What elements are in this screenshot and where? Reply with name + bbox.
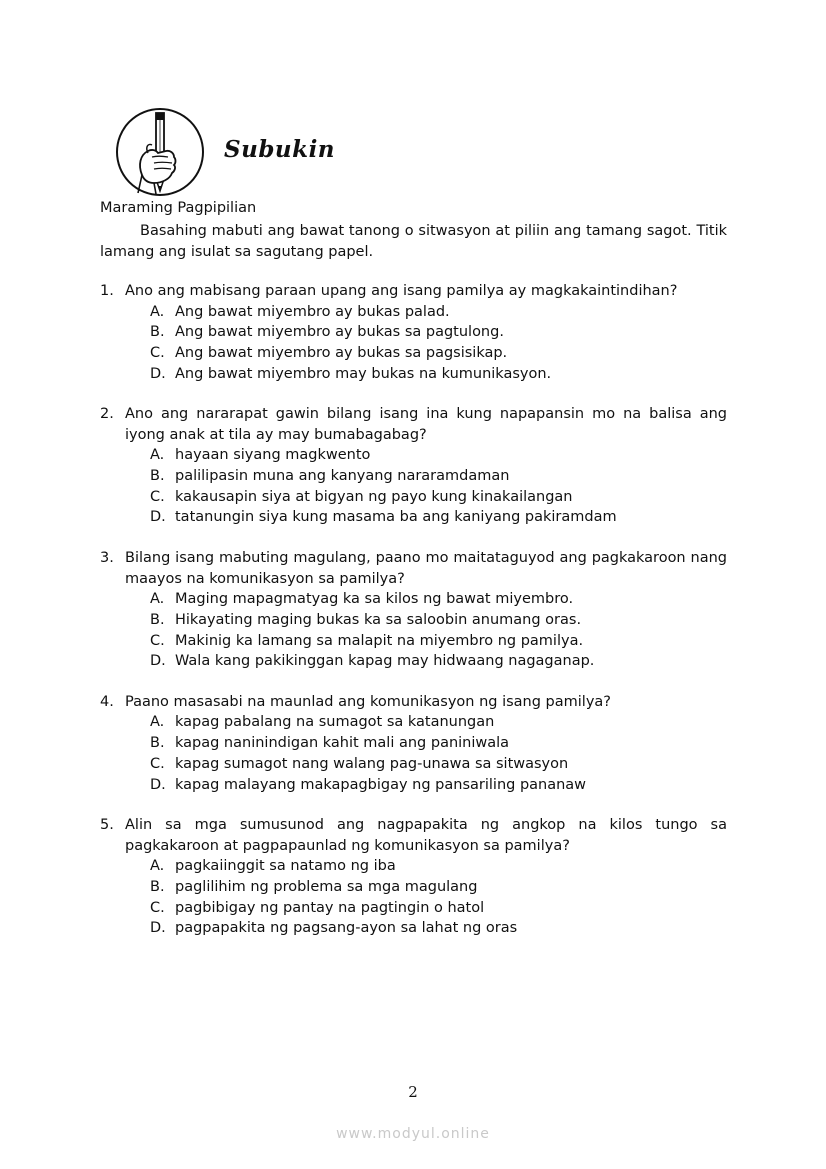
option-item [100,322,727,343]
option-item [100,466,727,487]
question-list [100,281,727,959]
question-stem [100,548,727,589]
option-item [100,651,727,672]
option-item [100,918,727,939]
option-text: pagpapakita ng pagsang-ayon sa lahat ng oras [175,920,518,937]
option-letter: C. [150,488,165,505]
page-number: 2 [408,1083,418,1101]
option-text: Makinig ka lamang sa malapit na miyembro ng pamilya. [175,632,584,649]
option-list [100,712,727,795]
option-text: hayaan siyang magkwento [175,447,371,464]
option-letter: D. [150,653,166,670]
option-text: paglilihim ng problema sa mga magulang [175,878,478,895]
option-letter: B. [150,735,165,752]
option-text: Ang bawat miyembro ay bukas sa pagtulong. [175,324,504,341]
option-letter: C. [150,755,165,772]
question-item [100,404,727,528]
option-item [100,445,727,466]
option-text: pagbibigay ng pantay na pagtingin o hatol [175,899,485,916]
option-text: palilipasin muna ang kanyang nararamdaman [175,468,510,485]
question-number: 2. [100,406,114,423]
question-stem [100,404,727,445]
option-text: kapag malayang makapagbigay ng pansariling pananaw [175,776,587,793]
option-text: Ang bawat miyembro ay bukas sa pagsisikap. [175,344,508,361]
hand-pencil-icon [112,107,208,197]
option-text: pagkaiinggit sa natamo ng iba [175,858,396,875]
option-item [100,877,727,898]
question-stem [100,692,727,713]
option-letter: D. [150,365,166,382]
option-item [100,343,727,364]
option-letter: D. [150,509,166,526]
option-text: kapag naninindigan kahit mali ang paniniwala [175,735,510,752]
section-subtitle: Maraming Pagpipilian [100,200,257,216]
option-letter: B. [150,468,165,485]
question-text: Bilang isang mabuting magulang, paano mo maitataguyod ang pagkakaroon nang maayos na komunikasyon sa pamilya? [125,550,727,587]
question-text: Alin sa mga sumusunod ang nagpapakita ng angkop na kilos tungo sa pagkakaroon at pagpapaunlad ng komunikasyon sa pamilya? [125,817,727,854]
watermark: www.modyul.online [336,1126,490,1142]
option-list [100,445,727,528]
option-text: kapag pabalang na sumagot sa katanungan [175,714,495,731]
option-text: Ang bawat miyembro may bukas na kumunikasyon. [175,365,552,382]
option-item [100,898,727,919]
option-list [100,856,727,939]
instructions-paragraph: Basahing mabuti ang bawat tanong o sitwasyon at piliin ang tamang sagot. Titik lamang ang isulat sa sagutang papel. [100,223,727,260]
option-letter: C. [150,899,165,916]
question-item [100,281,727,384]
option-letter: B. [150,611,165,628]
question-text: Ano ang mabisang paraan upang ang isang pamilya ay magkakaintindihan? [125,283,678,299]
question-item [100,815,727,939]
option-item [100,610,727,631]
option-item [100,775,727,796]
option-letter: B. [150,324,165,341]
option-list [100,589,727,672]
option-letter: A. [150,591,165,608]
option-letter: A. [150,447,165,464]
option-text: Wala kang pakikinggan kapag may hidwaang nagaganap. [175,653,595,670]
option-letter: C. [150,632,165,649]
question-number: 4. [100,693,114,710]
question-item [100,548,727,672]
option-letter: D. [150,776,166,793]
option-list [100,302,727,385]
option-letter: A. [150,303,165,320]
question-item [100,692,727,795]
option-item [100,754,727,775]
section-title: Subukin [224,136,336,163]
question-number: 5. [100,817,114,834]
option-letter: B. [150,878,165,895]
option-item [100,302,727,323]
option-letter: D. [150,920,166,937]
question-text: Paano masasabi na maunlad ang komunikasyon ng isang pamilya? [125,693,611,710]
option-item [100,856,727,877]
option-text: Hikayating maging bukas ka sa saloobin anumang oras. [175,611,582,628]
option-letter: C. [150,344,165,361]
option-text: Maging mapagmatyag ka sa kilos ng bawat miyembro. [175,591,574,608]
option-text: kapag sumagot nang walang pag-unawa sa sitwasyon [175,755,569,772]
option-item [100,712,727,733]
option-text: tatanungin siya kung masama ba ang kaniyang pakiramdam [175,509,617,526]
option-item [100,589,727,610]
question-stem [100,281,727,302]
option-item [100,507,727,528]
option-item [100,733,727,754]
question-number: 1. [100,283,114,299]
option-item [100,364,727,385]
option-text: kakausapin siya at bigyan ng payo kung kinakailangan [175,488,573,505]
question-text: Ano ang nararapat gawin bilang isang ina kung napapansin mo na balisa ang iyong anak at tila ay may bumabagabag? [125,406,727,443]
question-number: 3. [100,550,114,567]
option-letter: A. [150,858,165,875]
question-stem [100,815,727,856]
option-text: Ang bawat miyembro ay bukas palad. [175,303,450,320]
option-letter: A. [150,714,165,731]
option-item [100,631,727,652]
option-item [100,487,727,508]
